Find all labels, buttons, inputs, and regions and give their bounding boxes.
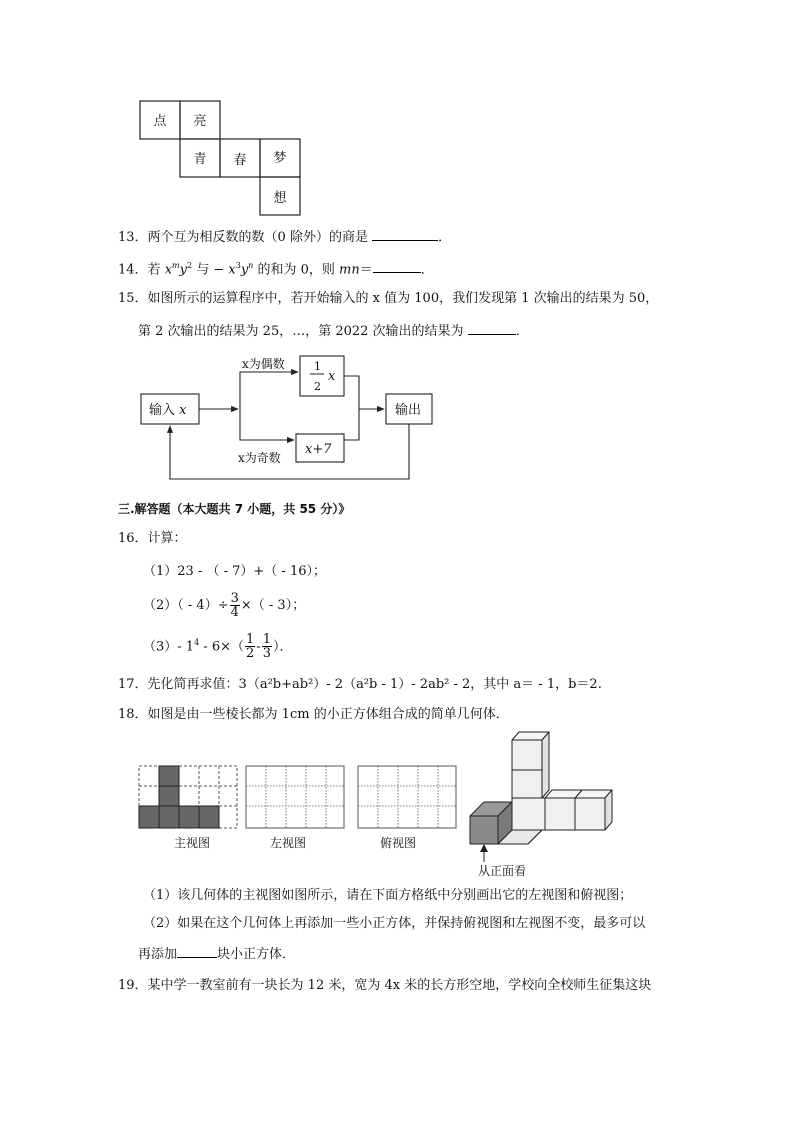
left-view-caption: 左视图 [270,836,307,850]
question-16-part2: （2）（ - 4）÷ $\frac{3}{4}$ ×（ - 3）； [143,591,306,620]
half-den: 2 [314,380,321,393]
question-number: 14． [118,262,148,278]
question-18 [118,706,509,724]
question-text: 两个互为相反数的数（0 除外）的商是 [147,230,373,245]
half-var: x [328,369,336,384]
question-number: 16． [118,531,148,546]
net-cell: 想 [273,191,287,206]
net-cell: 梦 [273,151,287,166]
question-text: 如图所示的运算程序中，若开始输入的 x 值为 100，我们发现第 1 次输出的结果为 50， [147,291,659,306]
question-14: 14．若 $x^my^2$ 与 − $x^3y^n$ 的和为 0，则 mn＝ ． [118,261,434,278]
top-view-caption: 俯视图 [380,836,417,850]
question-number: 17． [118,677,148,692]
question-text: 先化简再求值：3（a²b+ab²）- 2（a²b - 1）- 2ab² - 2，其中 a＝ - 1，b＝2. [147,677,602,692]
view-direction-caption: 从正面看 [478,864,527,878]
section-heading: 三.解答题（本大题共 7 小题，共 55 分）》 [118,502,351,516]
answer-blank[interactable] [373,260,421,273]
question-19 [118,977,651,995]
question-number: 13． [118,230,148,245]
question-16-part3: （3）- $1^4 - 6\times$（ $\frac{1}{2}$ - $\frac{1}{3}$ ）． [143,632,293,662]
question-18-part1: （1）该几何体的主视图如图所示，请在下面方格纸中分别画出它的左视图和俯视图； [143,888,633,903]
answer-blank[interactable] [468,322,516,335]
svg-text:输入 x: 输入 x [149,403,187,418]
net-cell: 春 [233,153,247,168]
plus7-label: x+7 [305,442,332,457]
question-16: 16．计算： [118,531,187,546]
net-cell: 亮 [193,114,207,129]
output-label: 输出 [395,403,422,418]
question-17 [118,676,602,694]
question-15-line2: 第 2 次输出的结果为 25，…，第 2022 次输出的结果为 ． [138,324,529,339]
question-15 [118,290,658,308]
flowchart-figure [138,352,438,484]
half-num: 1 [314,360,321,373]
question-18-part2: （2）如果在这个几何体上再添加一些小正方体，并保持俯视图和左视图不变，最多可以 [143,916,646,931]
question-number: 15． [118,291,148,306]
front-view-caption: 主视图 [174,836,211,850]
question-number: 19． [118,978,148,993]
answer-blank[interactable] [372,228,438,241]
question-number: 18． [118,707,148,722]
odd-label: x为奇数 [238,451,281,465]
cube-solid-figure [462,730,618,880]
question-text: 如图是由一些棱长都为 1cm 的小正方体组合成的简单几何体． [147,707,509,722]
even-label: x为偶数 [242,357,285,371]
net-cell: 青 [193,152,207,167]
question-16-part1: （1）23 - （ - 7）+（ - 16）； [143,564,326,579]
net-cell: 点 [153,114,167,129]
left-view-grid[interactable] [244,764,348,830]
top-view-grid[interactable] [356,764,460,830]
input-label: 输入 [149,403,180,418]
question-18-part2-cont: 再添加 块小正方体． [138,947,296,962]
question-13: 13．两个互为相反数的数（0 除外）的商是 ． [118,230,452,245]
half-box [300,356,344,396]
front-view-grid [137,764,241,830]
answer-blank[interactable] [177,945,217,958]
cube-net-figure [136,99,304,219]
question-text: 某中学一教室前有一块长为 12 米，宽为 4x 米的长方形空地，学校向全校师生征集这块 [147,978,652,993]
